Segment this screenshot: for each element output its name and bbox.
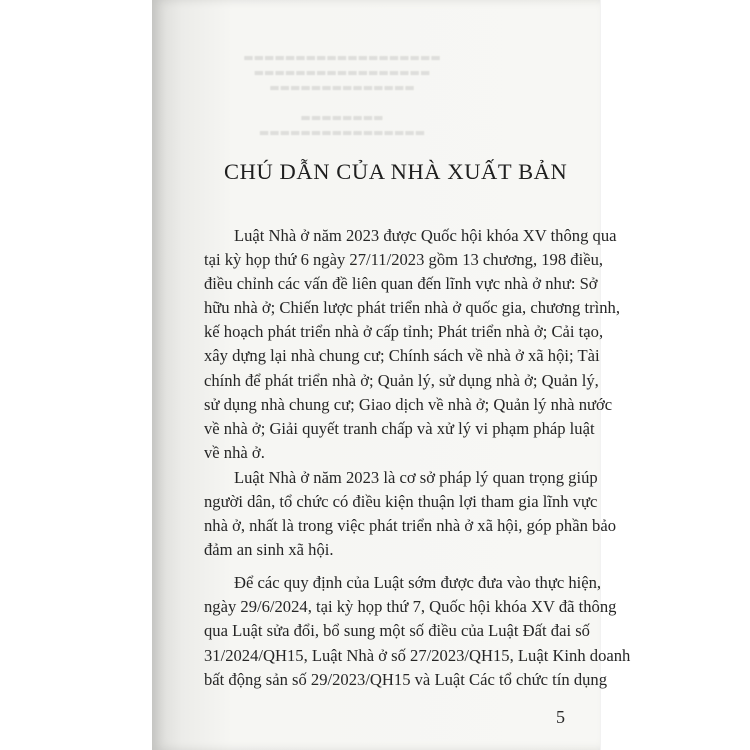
text-line: xây dựng lại nhà chung cư; Chính sách về nhà ở xã hội; Tài xyxy=(204,346,600,365)
text-line: ngày 29/6/2024, tại kỳ họp thứ 7, Quốc hội khóa XV đã thông xyxy=(204,597,617,616)
text-line: kế hoạch phát triển nhà ở cấp tỉnh; Phát triển nhà ở; Cải tạo, xyxy=(204,322,604,341)
text-line: đảm an sinh xã hội. xyxy=(204,540,334,559)
text-line: Luật Nhà ở năm 2023 được Quốc hội khóa XV thông qua xyxy=(234,226,617,245)
text-line: người dân, tổ chức có điều kiện thuận lợi tham gia lĩnh vực xyxy=(204,492,598,511)
page-number: 5 xyxy=(556,707,565,727)
text-line: qua Luật sửa đổi, bổ sung một số điều của Luật Đất đai số xyxy=(204,621,590,640)
page-title: CHÚ DẪN CỦA NHÀ XUẤT BẢN xyxy=(224,159,568,184)
text-line: Để các quy định của Luật sớm được đưa vào thực hiện, xyxy=(234,573,602,592)
text-line: sử dụng nhà chung cư; Giao dịch về nhà ở; Quản lý nhà nước xyxy=(204,395,613,414)
text-line: chính để phát triển nhà ở; Quản lý, sử dụng nhà ở; Quản lý, xyxy=(204,371,599,390)
text-line: về nhà ở. xyxy=(204,443,265,462)
text-line: về nhà ở; Giải quyết tranh chấp và xử lý vi phạm pháp luật xyxy=(204,419,595,438)
text-line: 31/2024/QH15, Luật Nhà ở số 27/2023/QH15, Luật Kinh doanh xyxy=(204,646,631,665)
text-line: tại kỳ họp thứ 6 ngày 27/11/2023 gồm 13 chương, 198 điều, xyxy=(204,250,604,269)
show-through-text: ▬▬▬▬▬▬▬▬▬▬▬▬▬▬▬▬▬▬▬ ▬▬▬▬▬▬▬▬▬▬▬▬▬▬▬▬▬ ▬▬▬▬▬▬▬▬▬▬▬▬▬▬ ▬▬▬▬▬▬▬▬ ▬▬▬▬▬▬▬▬▬▬▬▬▬▬▬▬ xyxy=(243,51,441,139)
text-line: hữu nhà ở; Chiến lược phát triển nhà ở quốc gia, chương trình, xyxy=(204,298,620,317)
text-line: điều chỉnh các vấn đề liên quan đến lĩnh vực nhà ở như: Sở xyxy=(204,274,598,293)
text-line: Luật Nhà ở năm 2023 là cơ sở pháp lý quan trọng giúp xyxy=(234,468,598,487)
text-line: nhà ở, nhất là trong việc phát triển nhà ở xã hội, góp phần bảo xyxy=(204,516,616,535)
book-page xyxy=(152,0,631,750)
text-line: bất động sản số 29/2023/QH15 và Luật Các tổ chức tín dụng xyxy=(204,670,608,689)
